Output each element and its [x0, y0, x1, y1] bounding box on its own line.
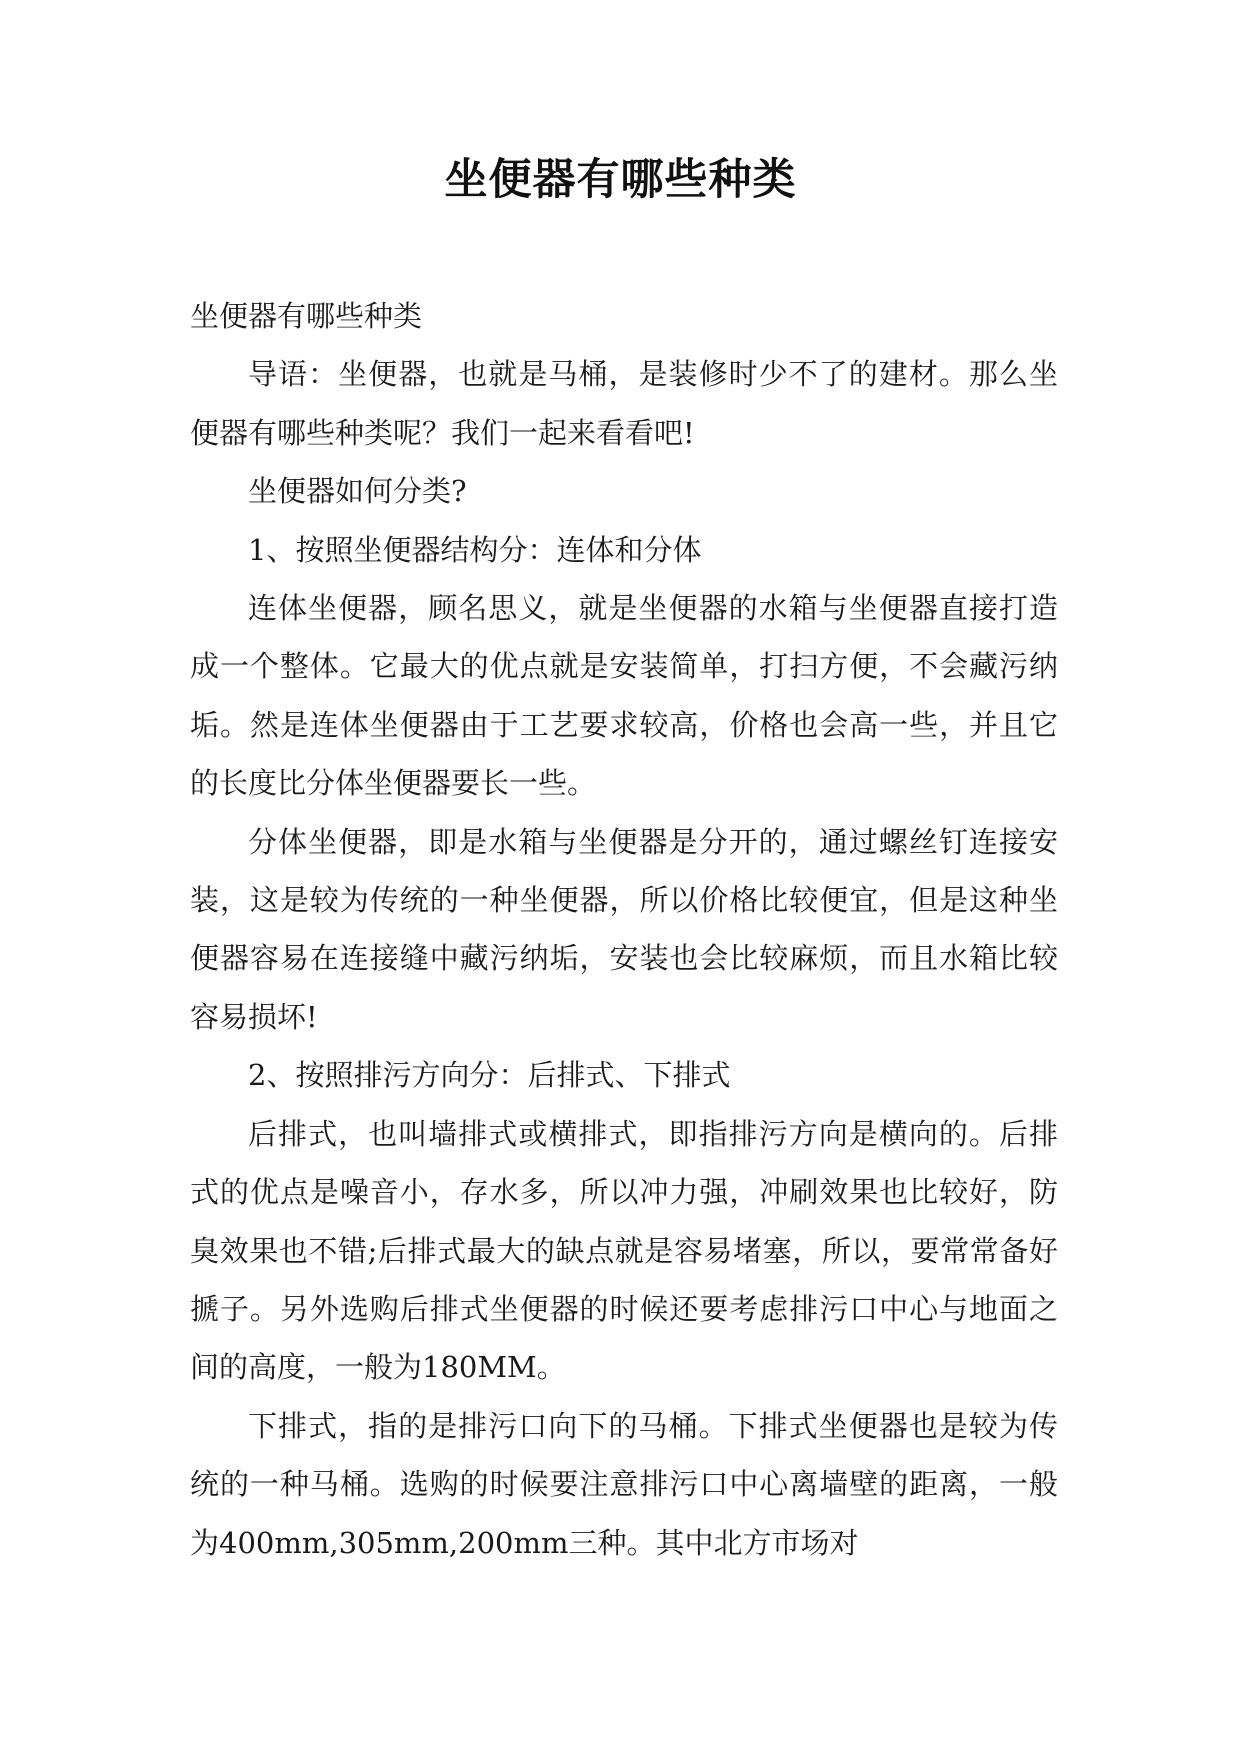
paragraph-question: 坐便器如何分类?: [248, 474, 467, 509]
paragraph-intro: 导语：坐便器，也就是马桶，是装修时少不了的建材。那么坐便器有哪些种类呢？我们一起来看看吧!: [190, 357, 1058, 450]
section-heading-drain-direction: 2、按照排污方向分：后排式、下排式: [248, 1058, 731, 1093]
paragraph-one-piece: 连体坐便器，顾名思义，就是坐便器的水箱与坐便器直接打造成一个整体。它最大的优点就是安装简单，打扫方便，不会藏污纳垢。然是连体坐便器由于工艺要求较高，价格也会高一些，并且它的长度比分体坐便器要长一些。: [190, 591, 1058, 801]
section-heading-structure: 1、按照坐便器结构分：连体和分体: [248, 532, 702, 567]
paragraph-rear-drain: 后排式，也叫墙排式或横排式，即指排污方向是横向的。后排式的优点是噪音小，存水多，所以冲力强，冲刷效果也比较好，防臭效果也不错;后排式最大的缺点就是容易堵塞，所以，要常常备好搋子。另外选购后排式坐便器的时候还要考虑排污口中心与地面之间的高度，一般为180MM。: [190, 1116, 1058, 1385]
paragraph-subtitle: 坐便器有哪些种类: [190, 299, 423, 333]
paragraph-floor-drain: 下排式，指的是排污口向下的马桶。下排式坐便器也是较为传统的一种马桶。选购的时候要注意排污口中心离墙壁的距离，一般为400mm,305mm,200mm三种。其中北方市场对: [190, 1408, 1058, 1560]
document-body: [190, 287, 1058, 1572]
paragraph-two-piece: 分体坐便器，即是水箱与坐便器是分开的，通过螺丝钉连接安装，这是较为传统的一种坐便器，所以价格比较便宜，但是这种坐便器容易在连接缝中藏污纳垢，安装也会比较麻烦，而且水箱比较容易损坏!: [190, 824, 1058, 1034]
document-title: 坐便器有哪些种类: [444, 155, 797, 205]
